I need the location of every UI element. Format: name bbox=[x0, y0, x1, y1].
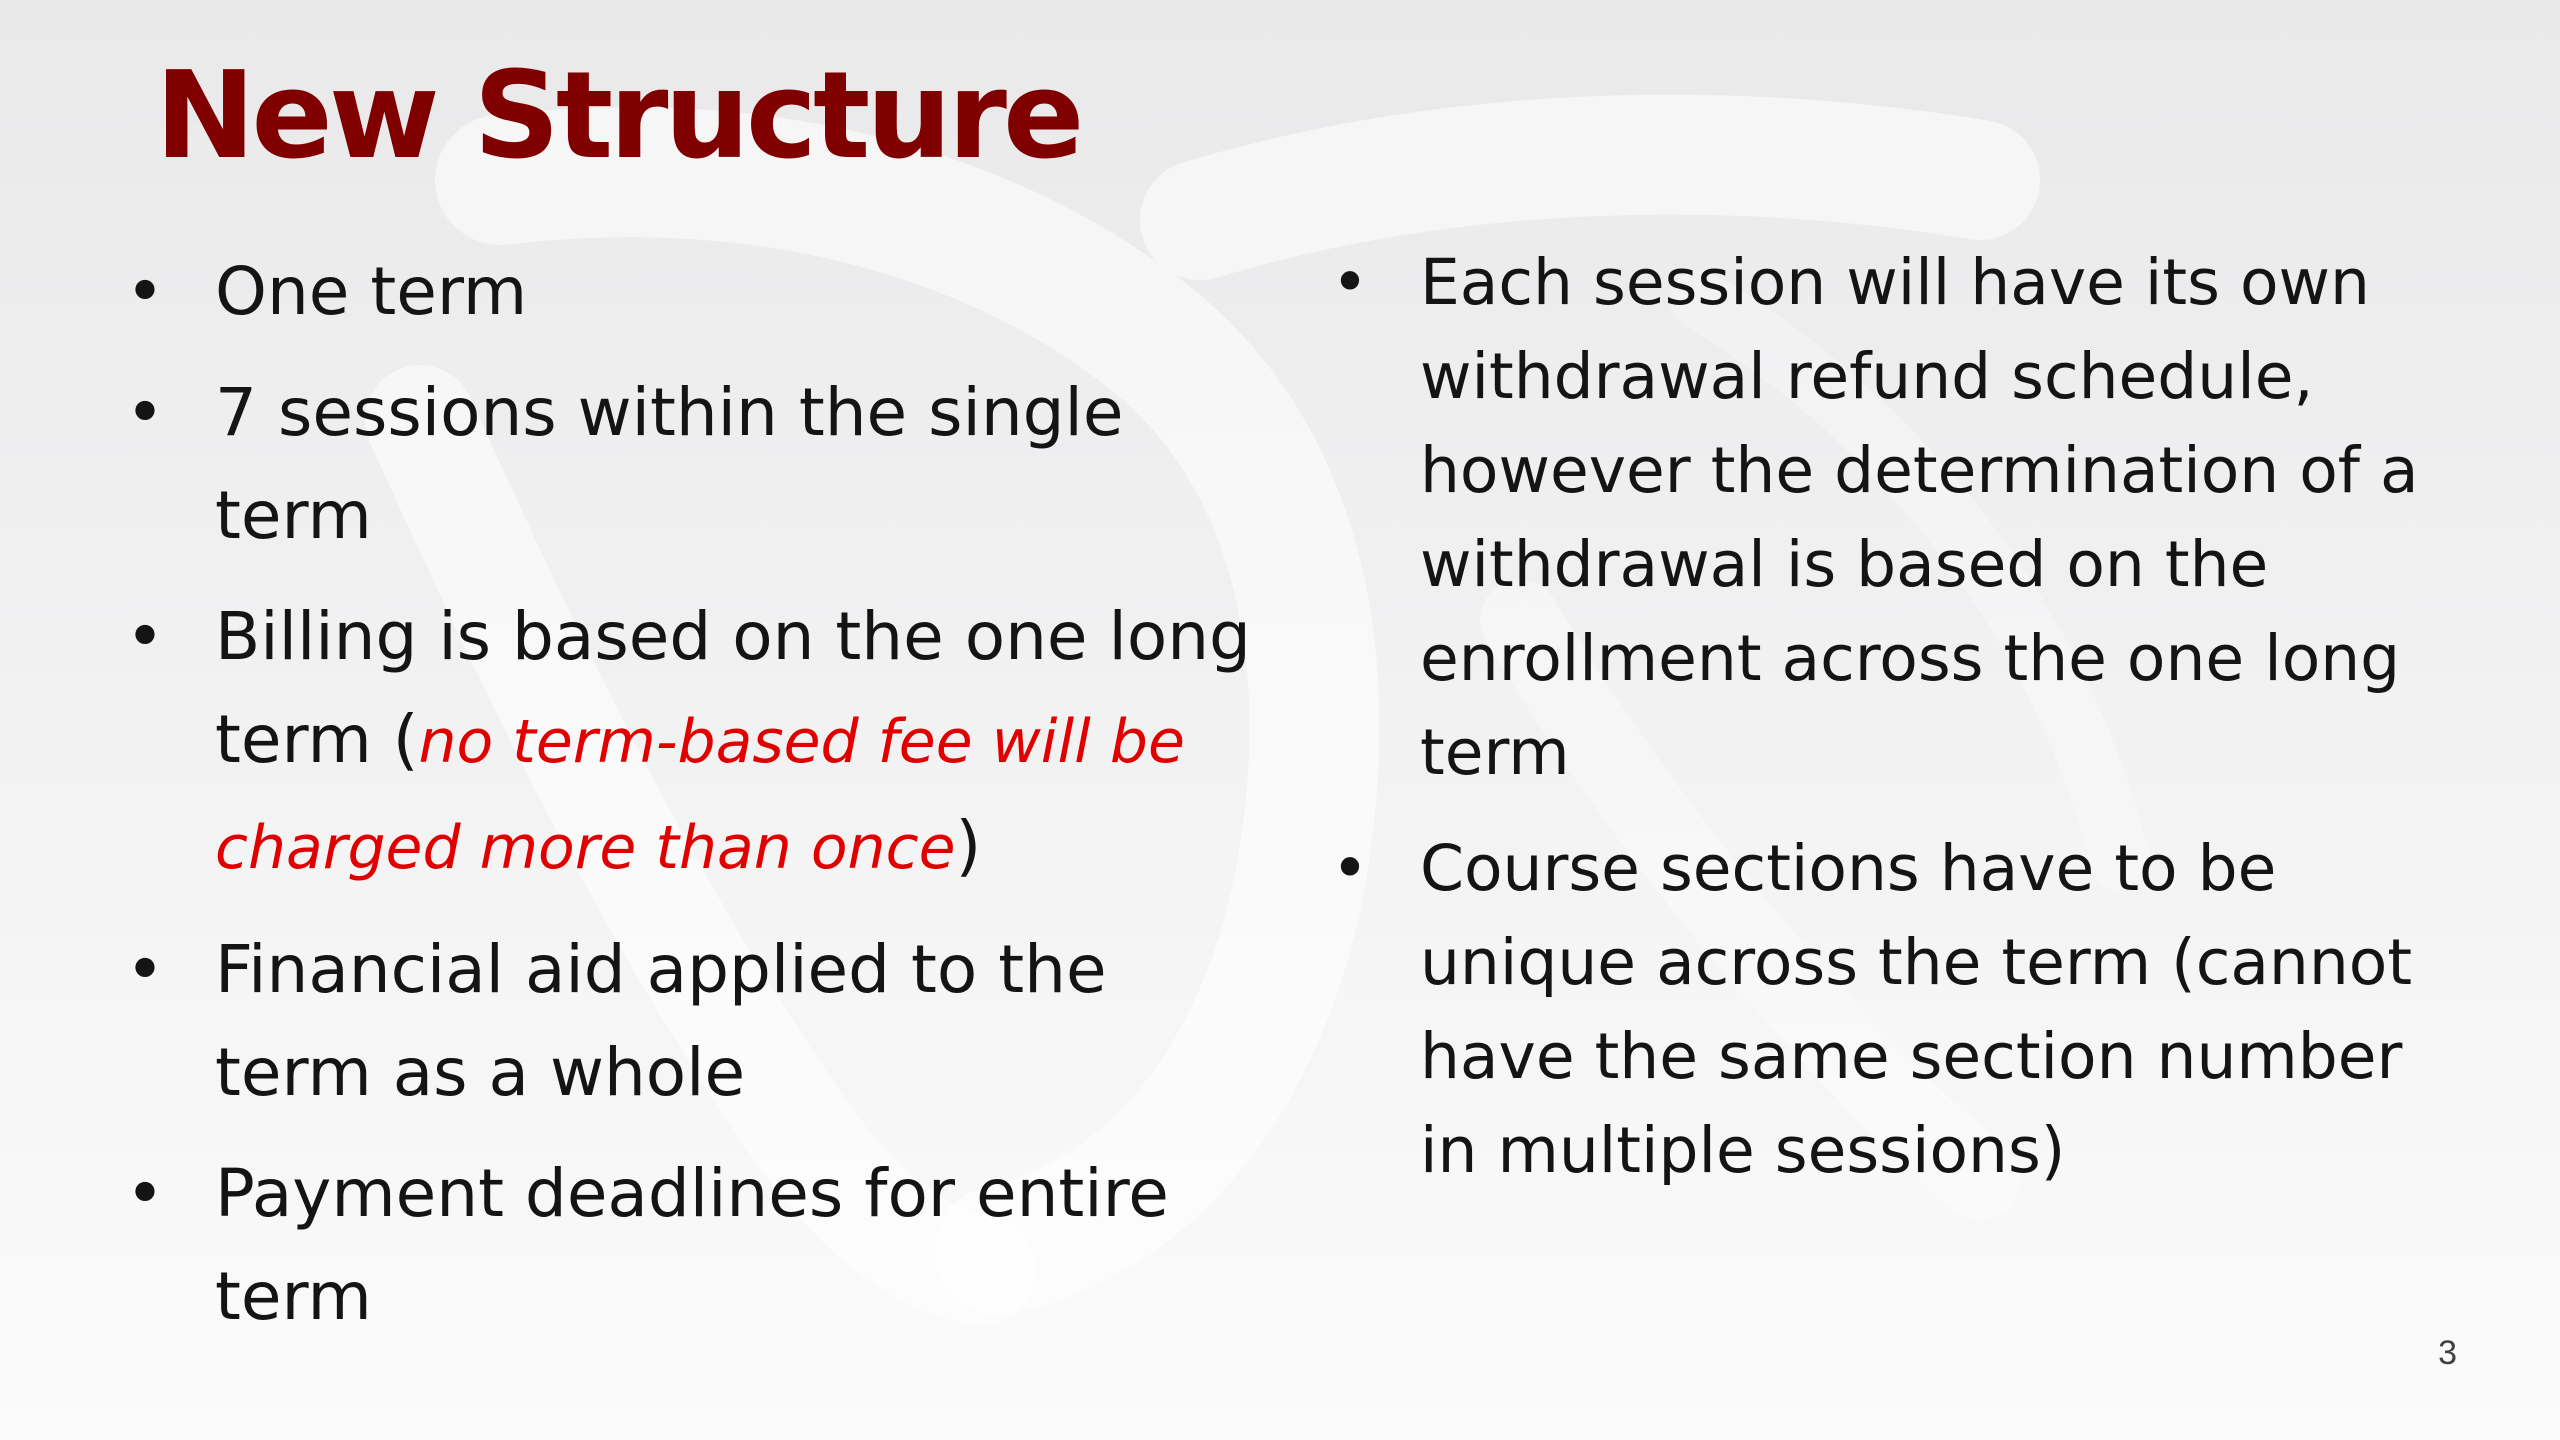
bullet-text: 7 sessions within the single term bbox=[215, 374, 1124, 554]
bullet-text: Billing is based on the one long term ( bbox=[215, 598, 1251, 778]
bullet-icon: • bbox=[1331, 246, 1369, 319]
list-item bbox=[115, 240, 1255, 343]
bullet-text: One term bbox=[215, 253, 528, 330]
right-bullet-list bbox=[1320, 236, 2460, 1220]
page-number: 3 bbox=[2438, 1334, 2457, 1372]
list-item bbox=[115, 1142, 1255, 1348]
list-item bbox=[115, 918, 1255, 1124]
list-item bbox=[115, 361, 1255, 567]
bullet-text: Financial aid applied to the term as a whole bbox=[215, 931, 1107, 1111]
bullet-text: Each session will have its own withdrawal refund schedule, however the determination of a withdrawal is based on the enrollment across the one long term bbox=[1420, 246, 2419, 789]
bullet-icon: • bbox=[125, 598, 165, 675]
bullet-text-close: ) bbox=[955, 807, 982, 884]
bullet-icon: • bbox=[125, 1155, 165, 1232]
bullet-text: Course sections have to be unique across the term (cannot have the same section number in multiple sessions) bbox=[1420, 832, 2413, 1187]
slide-title: New Structure bbox=[155, 47, 1081, 186]
list-item bbox=[1320, 236, 2460, 800]
bullet-text: Payment deadlines for entire term bbox=[215, 1155, 1169, 1335]
list-item bbox=[115, 585, 1255, 900]
bullet-icon: • bbox=[125, 931, 165, 1008]
fee-note: no term-based fee will be charged more than once bbox=[215, 707, 1185, 883]
bullet-icon: • bbox=[1331, 832, 1369, 905]
bullet-icon: • bbox=[125, 253, 165, 330]
left-bullet-list bbox=[115, 240, 1255, 1366]
list-item bbox=[1320, 822, 2460, 1198]
bullet-icon: • bbox=[125, 374, 165, 451]
